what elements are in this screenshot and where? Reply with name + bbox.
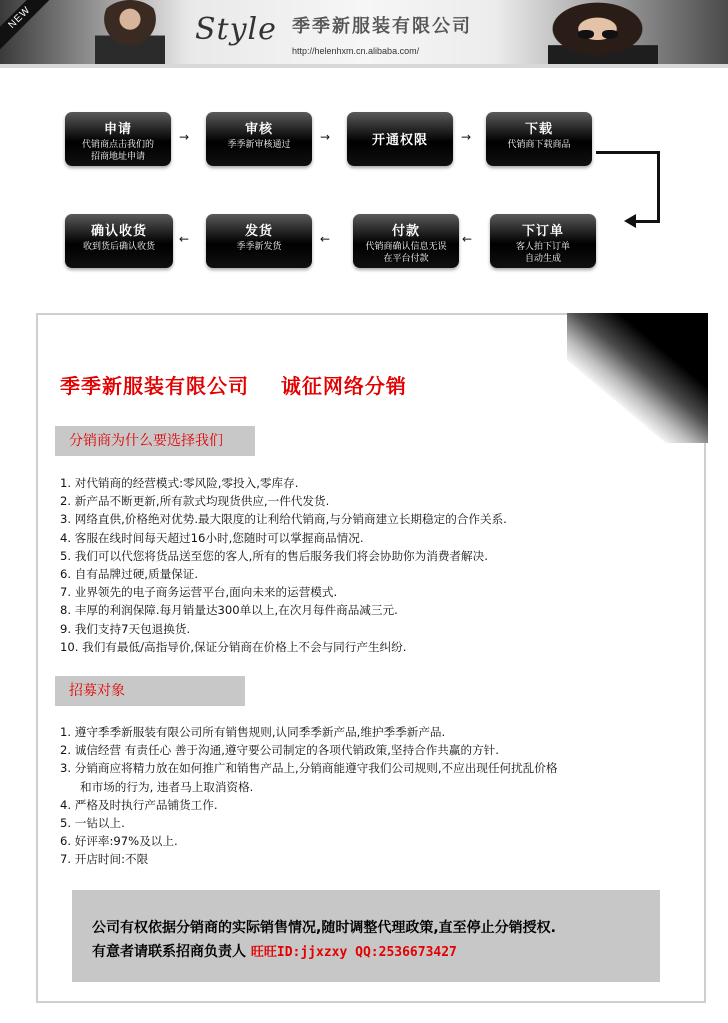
step-confirm-receipt: [65, 214, 173, 268]
step-grant-access: [347, 112, 453, 166]
step-pay: [353, 214, 459, 268]
arrow-left-icon: ←: [462, 232, 473, 246]
list-item: 1. 遵守季季新服装有限公司所有销售规则,认同季季新产品,维护季季新产品.: [60, 725, 446, 739]
connector-line: [657, 152, 660, 222]
list-item: 10. 我们有最低/高指导价,保证分销商在价格上不会与同行产生纠纷.: [60, 639, 407, 654]
card-title: 季季新服装有限公司 诚征网络分销: [60, 374, 407, 398]
arrow-right-icon: →: [179, 130, 190, 144]
style-logo-text: Style: [195, 12, 277, 47]
step-title: 申请: [103, 122, 132, 137]
contact-prefix: 有意者请联系招商负责人: [92, 944, 246, 960]
policy-notice-text: 公司有权依据分销商的实际销售情况,随时调整代理政策,直至停止分销授权.: [92, 920, 556, 936]
list-item: 4. 严格及时执行产品铺货工作.: [60, 797, 218, 812]
list-item: 4. 客服在线时间每天超过16小时,您随时可以掌握商品情况.: [60, 530, 364, 545]
step-desc: 季季新发货: [236, 242, 282, 252]
step-ship: [206, 214, 312, 268]
list-item: 7. 开店时间:不限: [60, 852, 149, 867]
list-item: 6. 好评率:97%及以上.: [60, 834, 178, 849]
arrow-right-icon: →: [461, 130, 472, 144]
page-curl-shadow: [567, 313, 708, 443]
step-title: 确认收货: [90, 224, 147, 239]
connector-line: [596, 151, 660, 154]
page-curl-decoration: [567, 313, 708, 443]
step-desc: 在平台付款: [383, 254, 429, 264]
list-item: [60, 759, 557, 795]
step-title: 开通权限: [371, 133, 428, 148]
list-item-continuation: 和市场的行为, 违者马上取消资格.: [80, 779, 254, 794]
arrow-left-icon: [624, 214, 636, 228]
list-item: 9. 我们支持7天包退换货.: [60, 621, 191, 636]
list-item: 1. 对代销商的经营模式:零风险,零投入,零库存.: [60, 476, 299, 490]
sunglasses-icon: [578, 30, 594, 39]
new-badge: NEW: [0, 0, 55, 53]
banner-divider: [0, 64, 728, 68]
brand-name: 季季新服装有限公司: [292, 16, 472, 37]
step-title: 下载: [524, 122, 553, 137]
step-download: [486, 112, 592, 166]
list-item: 6. 自有品牌过硬,质量保证.: [60, 567, 199, 582]
list-item: 3. 网络直供,价格绝对优势.最大限度的让利给代销商,与分销商建立长期稳定的合作关系.: [60, 512, 507, 527]
contact-line: [92, 941, 457, 961]
step-desc: 收到货后确认收货: [82, 242, 155, 252]
list-item: 5. 我们可以代您将货品送至您的客人,所有的售后服务我们将会协助你为消费者解决.: [60, 548, 488, 563]
step-place-order: [490, 214, 596, 268]
why-us-list: [60, 474, 507, 656]
list-item: 5. 一钻以上.: [60, 816, 125, 831]
step-desc: 自动生成: [524, 254, 561, 264]
step-desc: 季季新审核通过: [227, 140, 291, 150]
list-item: 7. 业界领先的电子商务运营平台,面向未来的运营模式.: [60, 585, 338, 600]
step-title: 下订单: [521, 224, 564, 239]
connector-line: [634, 220, 660, 223]
arrow-left-icon: ←: [179, 232, 190, 246]
model-photo-right: [548, 0, 658, 64]
step-review: [206, 112, 312, 166]
contact-ids: 旺旺ID:jjxzxy QQ:2536673427: [250, 945, 457, 960]
step-desc: 招商地址申请: [90, 152, 145, 162]
step-desc: 代销商确认信息无误: [365, 242, 447, 252]
list-item: 2. 诚信经营 有责任心 善于沟通,遵守要公司制定的各项代销政策,坚持合作共赢的方针.: [60, 743, 499, 758]
list-item: 8. 丰厚的利润保障.每月销量达300单以上,在次月每件商品减三元.: [60, 603, 398, 618]
section-heading-recruit: 招募对象: [55, 676, 245, 706]
model-photo-left: [95, 0, 165, 64]
section-heading-why-us: 分销商为什么要选择我们: [55, 426, 255, 456]
store-url: http://helenhxm.cn.alibaba.com/: [292, 46, 420, 56]
sunglasses-icon: [602, 30, 618, 39]
step-desc: 代销商下载商品: [507, 140, 571, 150]
step-title: 审核: [244, 122, 273, 137]
step-desc: 客人拍下订单: [515, 242, 570, 252]
arrow-left-icon: ←: [320, 232, 331, 246]
list-item: 2. 新产品不断更新,所有款式均现货供应,一件代发货.: [60, 494, 330, 509]
step-apply: [65, 112, 171, 166]
step-desc: 代销商点击我们的: [81, 140, 154, 150]
recruit-list: [60, 723, 557, 869]
step-title: 付款: [391, 224, 420, 239]
arrow-right-icon: →: [320, 130, 331, 144]
header-banner: [0, 0, 728, 68]
step-title: 发货: [244, 224, 273, 239]
list-item-text: 3. 分销商应将精力放在如何推广和销售产品上,分销商能遵守我们公司规则,不应出现任何扰乱价格: [60, 761, 558, 776]
